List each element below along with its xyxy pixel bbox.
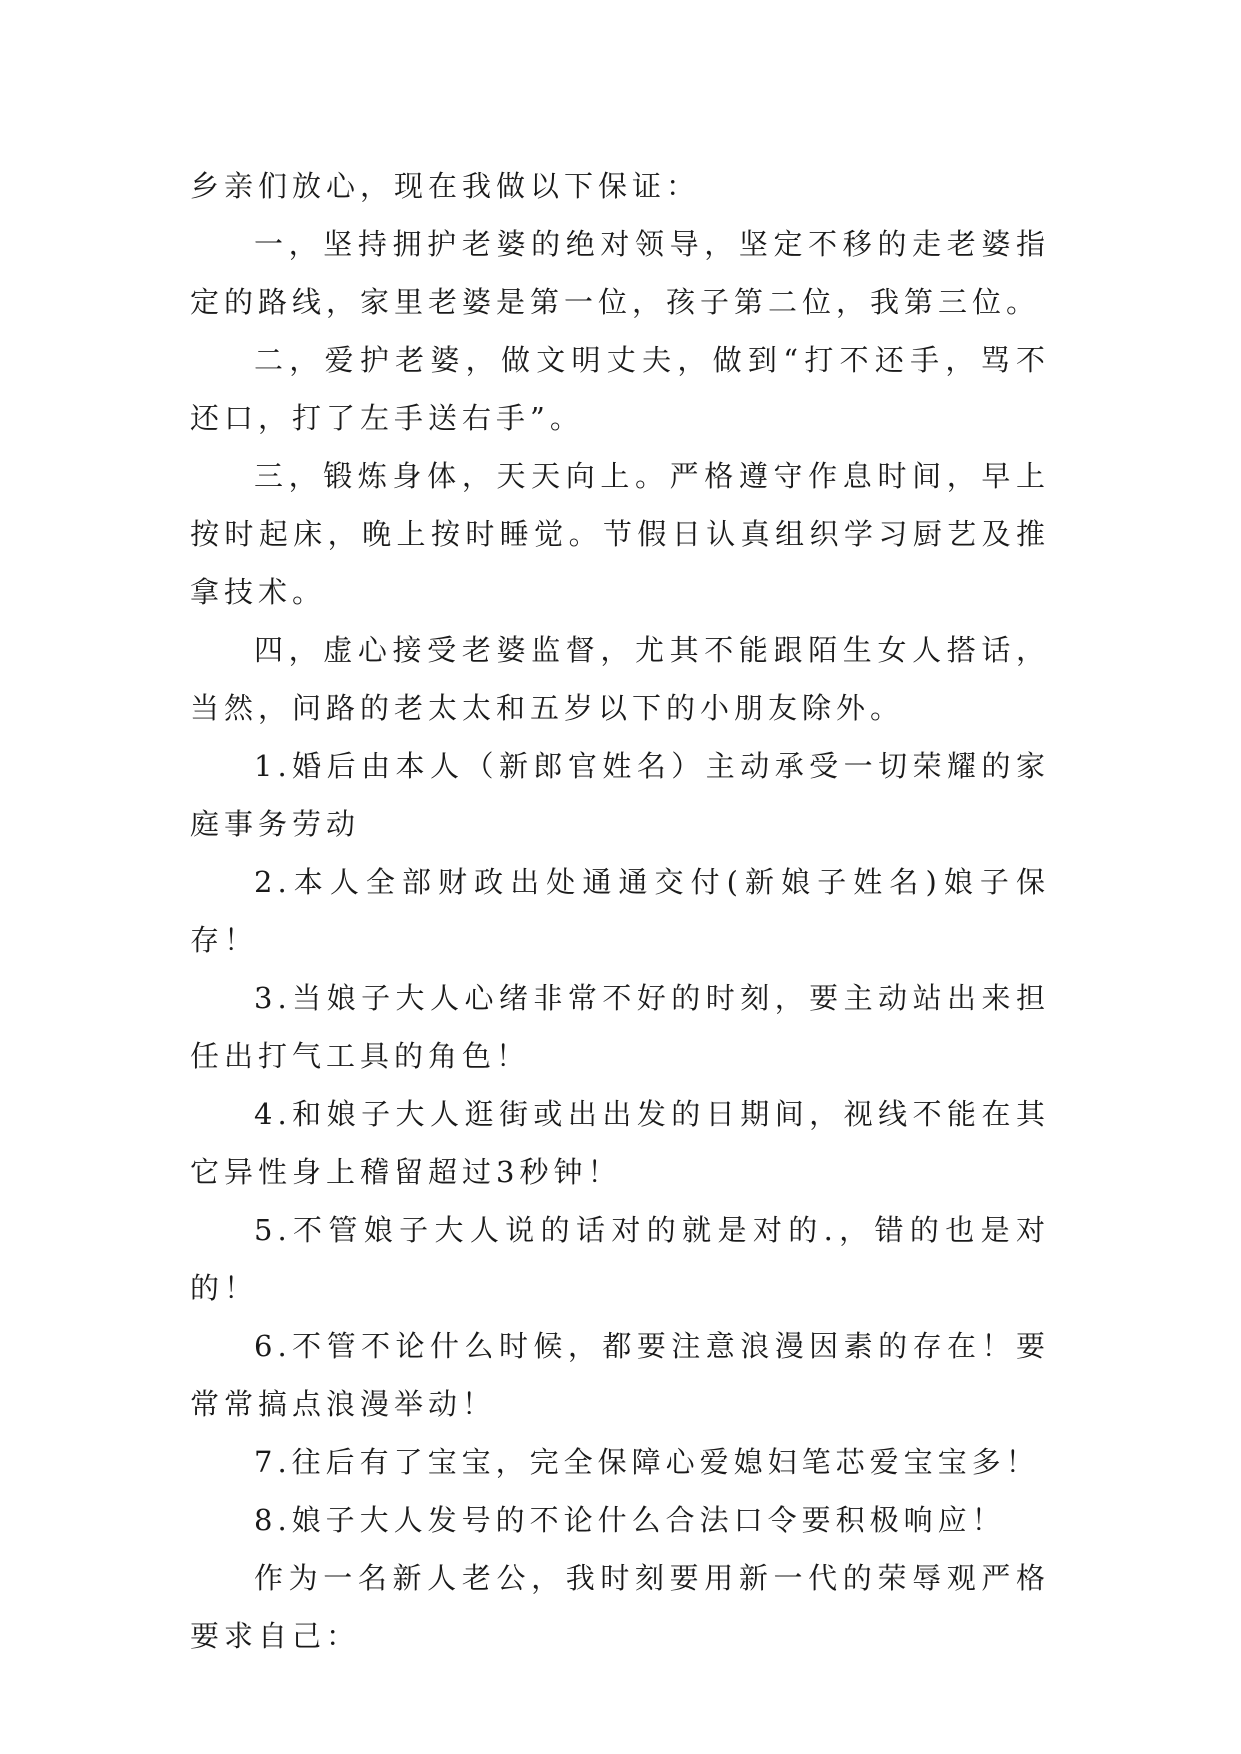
paragraph-item-4: 4.和娘子大人逛街或出出发的日期间，视线不能在其它异性身上稽留超过3秒钟！ xyxy=(190,1097,1050,1189)
paragraph-pledge-2: 二，爱护老婆，做文明丈夫，做到“打不还手，骂不还口，打了左手送右手”。 xyxy=(190,343,1050,435)
paragraph-intro: 乡亲们放心，现在我做以下保证： xyxy=(190,169,701,203)
paragraph-pledge-4: 四，虚心接受老婆监督，尤其不能跟陌生女人搭话，当然，问路的老太太和五岁以下的小朋友除外。 xyxy=(190,633,1050,725)
paragraph-item-5: 5.不管娘子大人说的话对的就是对的.，错的也是对的！ xyxy=(190,1213,1050,1305)
paragraph-pledge-1: 一，坚持拥护老婆的绝对领导，坚定不移的走老婆指定的路线，家里老婆是第一位，孩子第二位，我第三位。 xyxy=(190,227,1050,319)
paragraph-item-8: 8.娘子大人发号的不论什么合法口令要积极响应！ xyxy=(254,1503,1006,1537)
paragraph-closing: 作为一名新人老公，我时刻要用新一代的荣辱观严格要求自己： xyxy=(190,1561,1050,1653)
paragraph-item-3: 3.当娘子大人心绪非常不好的时刻，要主动站出来担任出打气工具的角色！ xyxy=(190,981,1050,1073)
paragraph-item-6: 6.不管不论什么时候，都要注意浪漫因素的存在！要常常搞点浪漫举动！ xyxy=(190,1329,1050,1421)
paragraph-item-7: 7.往后有了宝宝，完全保障心爱媳妇笔芯爱宝宝多！ xyxy=(254,1445,1040,1479)
document-body xyxy=(190,157,1050,1665)
paragraph-item-2: 2.本人全部财政出处通通交付(新娘子姓名)娘子保存！ xyxy=(190,865,1050,957)
paragraph-item-1: 1.婚后由本人（新郎官姓名）主动承受一切荣耀的家庭事务劳动 xyxy=(190,749,1050,841)
paragraph-pledge-3: 三，锻炼身体，天天向上。严格遵守作息时间，早上按时起床，晚上按时睡觉。节假日认真组织学习厨艺及推拿技术。 xyxy=(190,459,1050,609)
